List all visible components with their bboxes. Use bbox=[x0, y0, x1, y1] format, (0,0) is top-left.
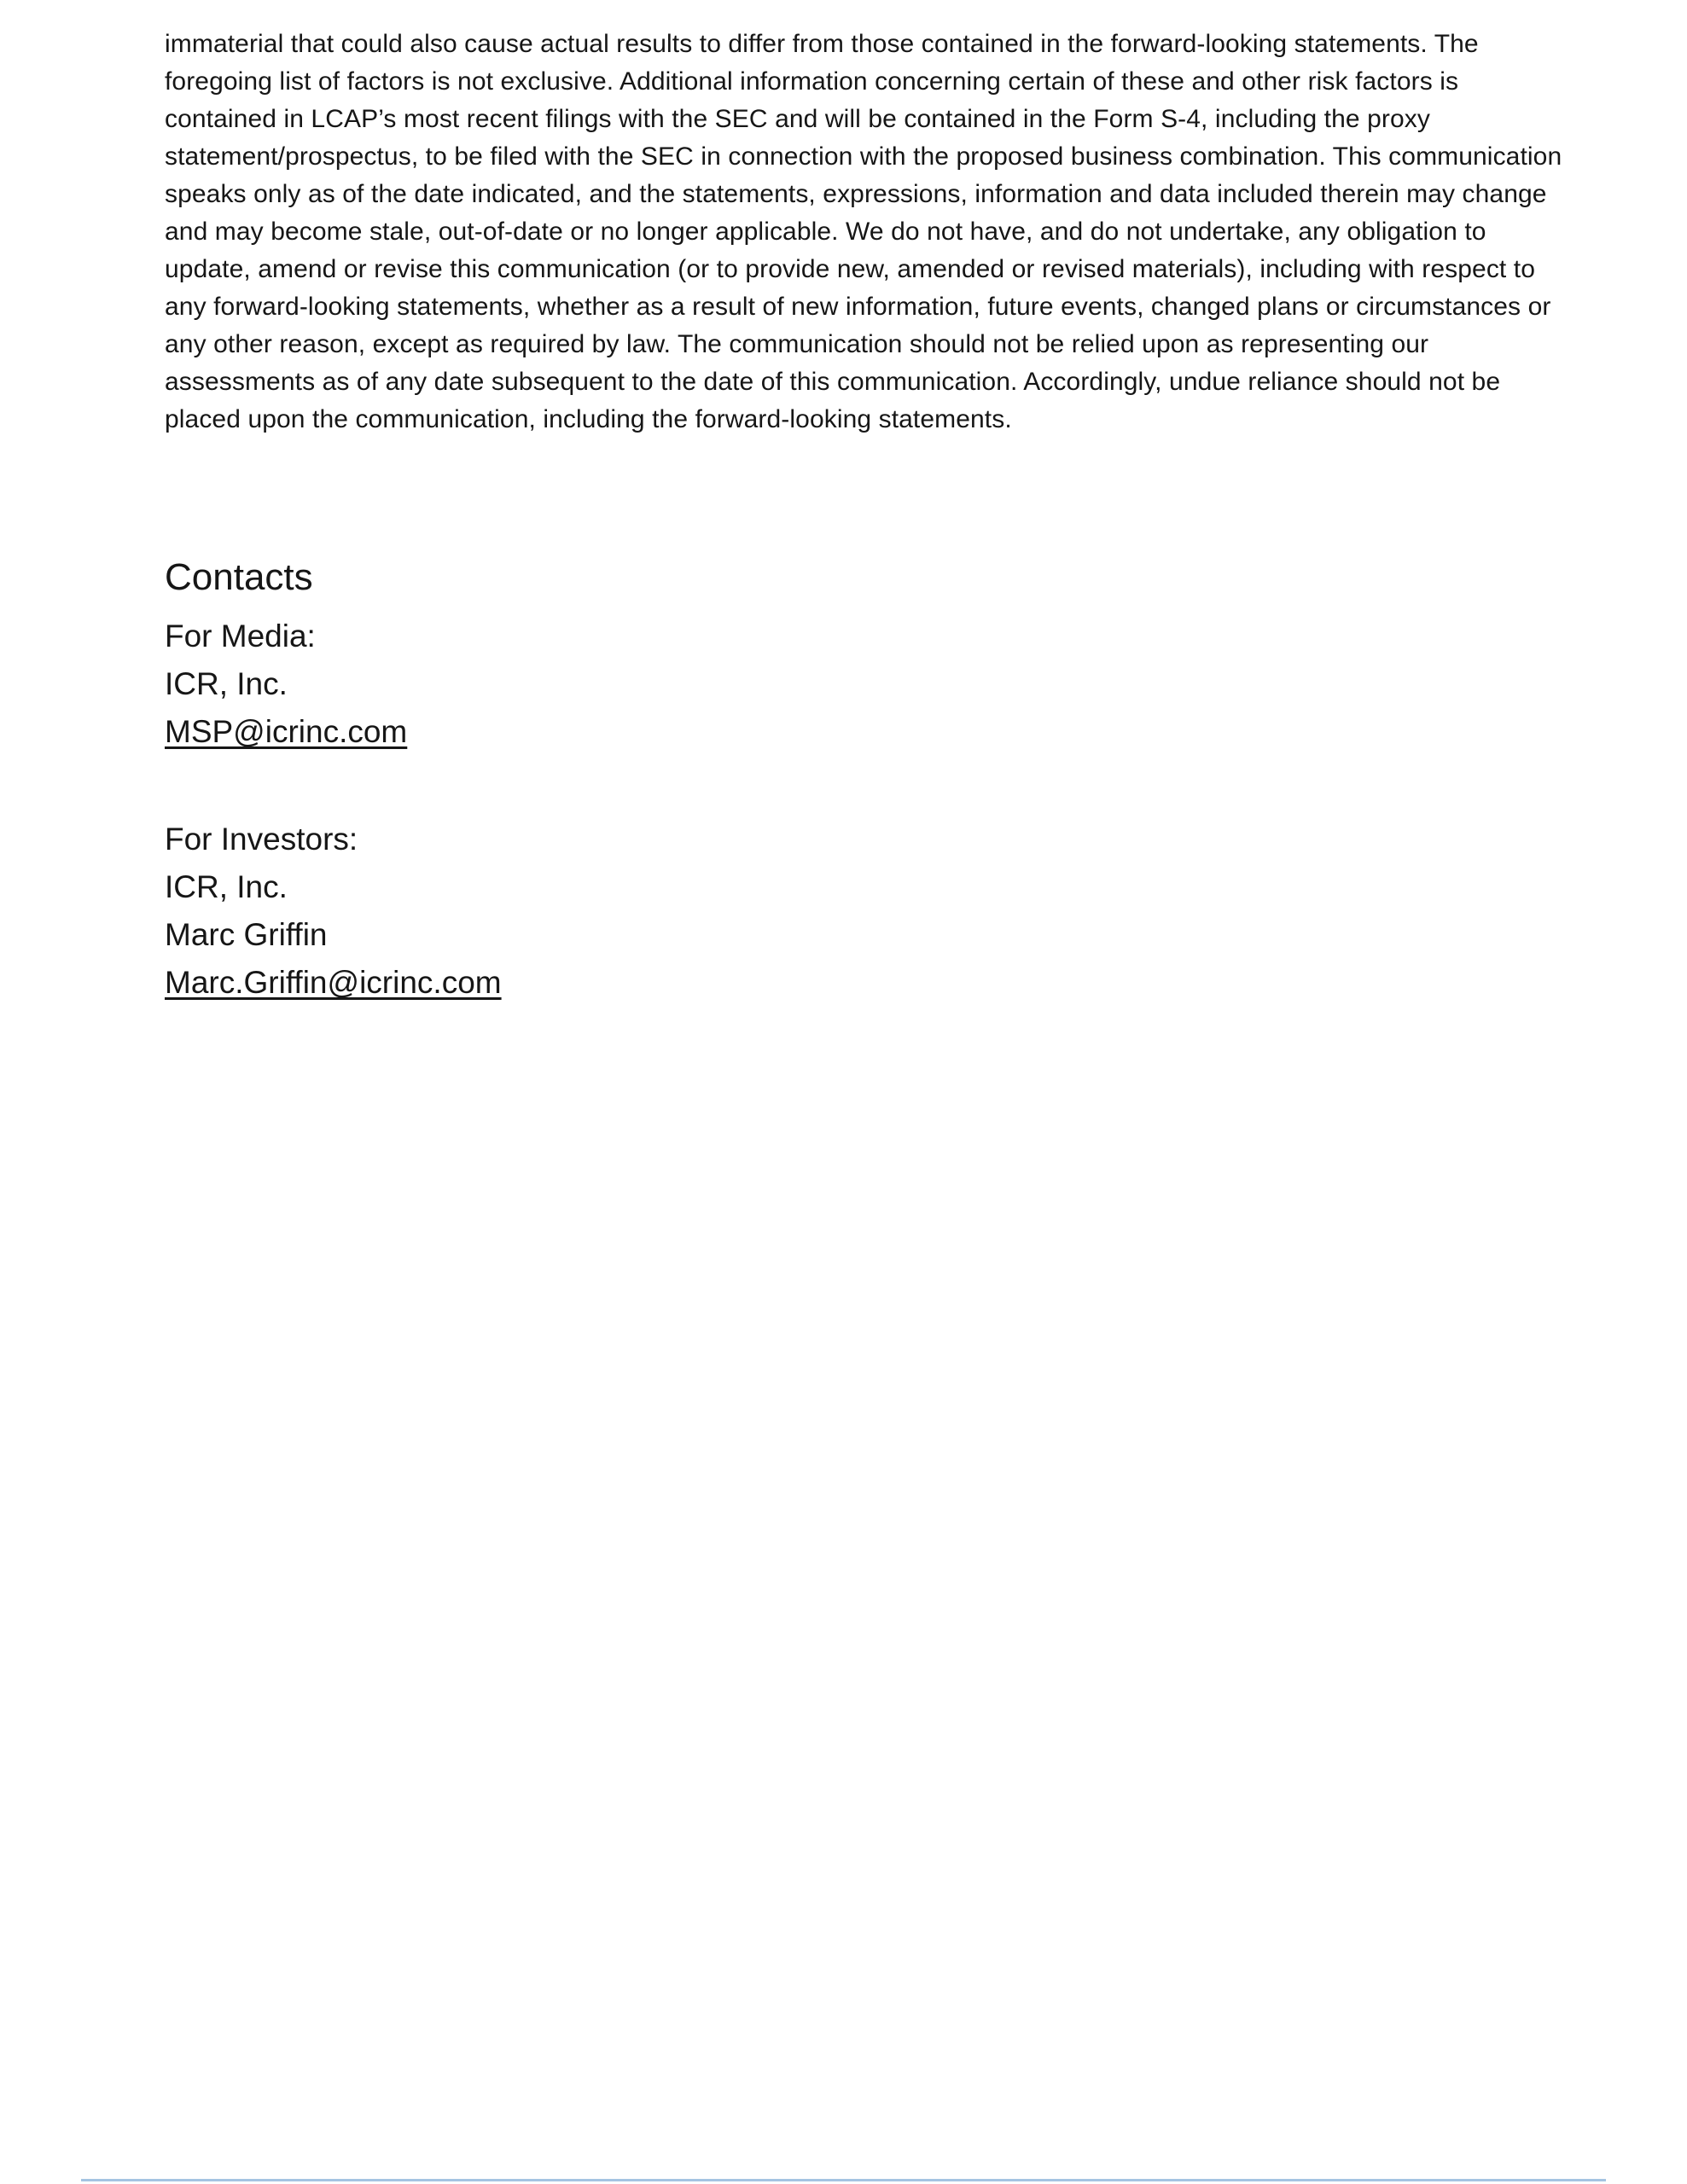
disclaimer-line: any other reason, except as required by law. The communication should not be relied upon as representing our bbox=[165, 330, 1429, 358]
investors-email-link[interactable]: Marc.Griffin@icrinc.com bbox=[165, 965, 502, 1000]
disclaimer-line: immaterial that could also cause actual results to differ from those contained in the forward-looking statements. The bbox=[165, 30, 1479, 58]
disclaimer-line: statement/prospectus, to be filed with the SEC in connection with the proposed business combination. This communication bbox=[165, 142, 1562, 171]
media-contact-block bbox=[165, 613, 1525, 756]
contacts-heading: Contacts bbox=[165, 556, 313, 598]
investors-contact-company: ICR, Inc. bbox=[165, 869, 288, 904]
contacts-section bbox=[165, 556, 1525, 1007]
disclaimer-line: speaks only as of the date indicated, and the statements, expressions, information and data included therein may change bbox=[165, 180, 1547, 208]
disclaimer-paragraph bbox=[165, 26, 1562, 439]
disclaimer-line: assessments as of any date subsequent to the date of this communication. Accordingly, undue reliance should not be bbox=[165, 368, 1501, 396]
media-email-link[interactable]: MSP@icrinc.com bbox=[165, 714, 408, 749]
disclaimer-line: any forward-looking statements, whether as a result of new information, future events, changed plans or circumstances or bbox=[165, 293, 1551, 321]
disclaimer-line: foregoing list of factors is not exclusive. Additional information concerning certain of these and other risk factors is bbox=[165, 67, 1459, 96]
investors-contact-label: For Investors: bbox=[165, 822, 358, 857]
investors-contact-name: Marc Griffin bbox=[165, 917, 328, 952]
disclaimer-line: and may become stale, out-of-date or no longer applicable. We do not have, and do not undertake, any obligation to bbox=[165, 218, 1486, 246]
investors-contact-block bbox=[165, 816, 1525, 1007]
media-contact-company: ICR, Inc. bbox=[165, 666, 288, 701]
media-contact-label: For Media: bbox=[165, 619, 316, 653]
footer-rule bbox=[81, 2179, 1606, 2181]
disclaimer-line: update, amend or revise this communication (or to provide new, amended or revised materials), including with respect to bbox=[165, 255, 1536, 283]
document-page bbox=[0, 0, 1687, 1007]
disclaimer-line: contained in LCAP’s most recent filings with the SEC and will be contained in the Form S-4, including the proxy bbox=[165, 105, 1430, 133]
disclaimer-line: placed upon the communication, including the forward-looking statements. bbox=[165, 405, 1012, 433]
